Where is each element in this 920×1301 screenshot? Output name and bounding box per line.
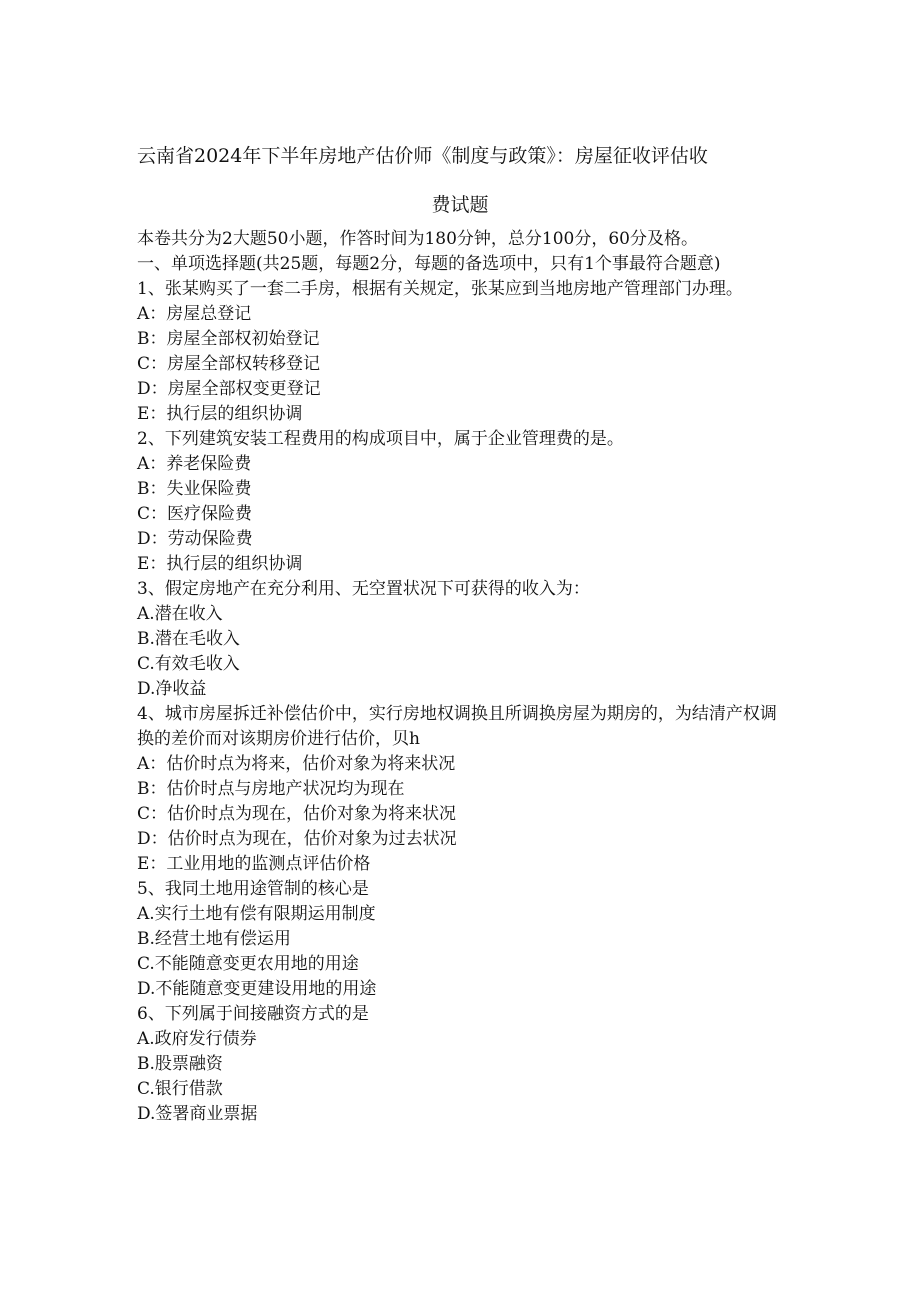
answer-option: B.经营土地有偿运用 <box>137 929 291 949</box>
answer-option: D.签署商业票据 <box>137 1104 258 1124</box>
answer-option: C.有效毛收入 <box>137 654 240 674</box>
answer-option: B.股票融资 <box>137 1054 223 1074</box>
answer-option: B：失业保险费 <box>137 479 252 499</box>
answer-option: D.不能随意变更建设用地的用途 <box>137 979 377 999</box>
question-stem: 4、城市房屋拆迁补偿估价中，实行房地权调换且所调换房屋为期房的，为结清产权调换的差价而对该期房价进行估价，贝h <box>137 704 777 749</box>
answer-option: D.净收益 <box>137 679 207 699</box>
answer-option: D：劳动保险费 <box>137 529 253 549</box>
answer-option: E：工业用地的监测点评估价格 <box>137 854 371 874</box>
answer-option: C：房屋全部权转移登记 <box>137 354 321 374</box>
answer-option: A：养老保险费 <box>137 454 252 474</box>
answer-option: C：估价时点为现在，估价对象为将来状况 <box>137 804 457 824</box>
answer-option: A.实行土地有偿有限期运用制度 <box>137 904 376 924</box>
answer-option: A：房屋总登记 <box>137 304 252 324</box>
answer-option: D：估价时点为现在，估价对象为过去状况 <box>137 829 457 849</box>
answer-option: A.潜在收入 <box>137 604 223 624</box>
question-stem: 1、张某购买了一套二手房，根据有关规定，张某应到当地房地产管理部门办理。 <box>137 279 743 299</box>
answer-option: E：执行层的组织协调 <box>137 554 303 574</box>
question-stem: 5、我同土地用途管制的核心是 <box>137 879 369 899</box>
answer-option: E：执行层的组织协调 <box>137 404 303 424</box>
answer-option: D：房屋全部权变更登记 <box>137 379 321 399</box>
section-heading: 一、单项选择题(共25题，每题2分，每题的备选项中，只有1个事最符合题意) <box>137 254 721 274</box>
question-stem: 3、假定房地产在充分利用、无空置状况下可获得的收入为： <box>137 579 590 599</box>
answer-option: C.银行借款 <box>137 1079 223 1099</box>
answer-option: B：房屋全部权初始登记 <box>137 329 320 349</box>
answer-option: A：估价时点为将来，估价对象为将来状况 <box>137 754 456 774</box>
answer-option: B：估价时点与房地产状况均为现在 <box>137 779 405 799</box>
answer-option: A.政府发行债券 <box>137 1029 257 1049</box>
document-body <box>137 227 787 1127</box>
question-stem: 6、下列属于间接融资方式的是 <box>137 1004 369 1024</box>
exam-intro: 本卷共分为2大题50小题，作答时间为180分钟，总分100分，60分及格。 <box>137 229 698 249</box>
answer-option: C：医疗保险费 <box>137 504 253 524</box>
document-title-continued: 费试题 <box>431 194 489 216</box>
answer-option: C.不能随意变更农用地的用途 <box>137 954 359 974</box>
answer-option: B.潜在毛收入 <box>137 629 240 649</box>
question-stem: 2、下列建筑安装工程费用的构成项目中，属于企业管理费的是。 <box>137 429 624 449</box>
document-title: 云南省2024年下半年房地产估价师《制度与政策》：房屋征收评估收 <box>137 145 708 167</box>
